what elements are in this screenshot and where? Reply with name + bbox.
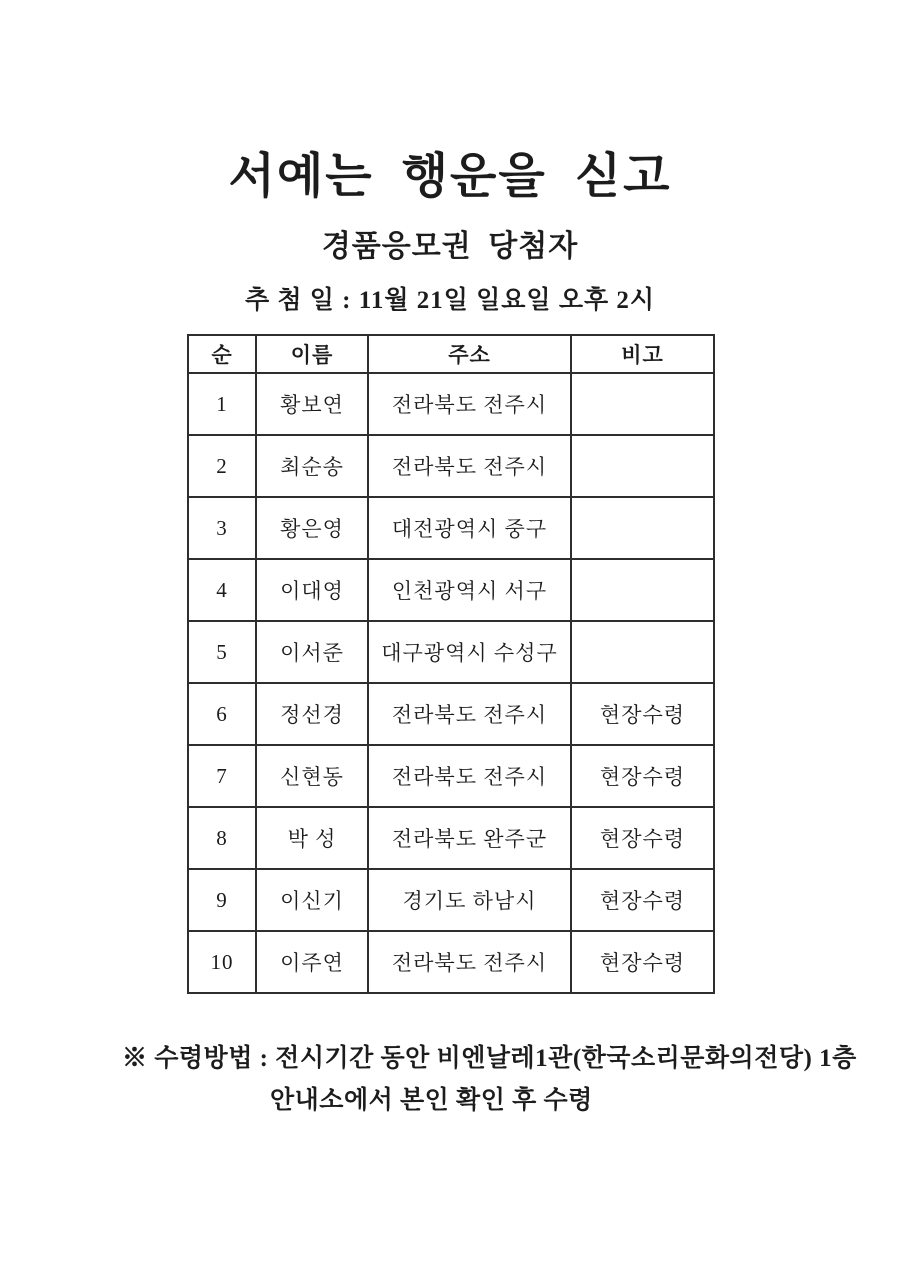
table-row <box>188 807 714 869</box>
rank-cell: 3 <box>188 497 256 559</box>
address-cell: 경기도 하남시 <box>368 869 571 931</box>
table-row <box>188 497 714 559</box>
address-cell: 전라북도 전주시 <box>368 373 571 435</box>
winners-table <box>187 334 715 994</box>
rank-cell: 5 <box>188 621 256 683</box>
rank-cell: 1 <box>188 373 256 435</box>
note-cell: 현장수령 <box>571 807 714 869</box>
page-title: 서예는 행운을 싣고 <box>228 150 672 203</box>
name-cell: 정선경 <box>256 683 368 745</box>
name-cell: 이대영 <box>256 559 368 621</box>
note-cell: 현장수령 <box>571 683 714 745</box>
address-cell: 대구광역시 수성구 <box>368 621 571 683</box>
rank-cell: 6 <box>188 683 256 745</box>
rank-cell: 7 <box>188 745 256 807</box>
table-row <box>188 373 714 435</box>
name-cell: 황보연 <box>256 373 368 435</box>
rank-cell: 4 <box>188 559 256 621</box>
address-cell: 전라북도 전주시 <box>368 745 571 807</box>
note-cell <box>571 435 714 497</box>
header-note: 비고 <box>571 335 714 373</box>
footnote <box>0 1042 900 1118</box>
rank-cell: 10 <box>188 931 256 993</box>
note-cell <box>571 373 714 435</box>
note-cell: 현장수령 <box>571 869 714 931</box>
note-cell <box>571 621 714 683</box>
name-cell: 이주연 <box>256 931 368 993</box>
address-cell: 전라북도 전주시 <box>368 931 571 993</box>
address-cell: 대전광역시 중구 <box>368 497 571 559</box>
note-cell: 현장수령 <box>571 931 714 993</box>
table-row <box>188 931 714 993</box>
footnote-line-2: 안내소에서 본인 확인 후 수령 <box>270 1087 593 1114</box>
header-rank: 순 <box>188 335 256 373</box>
winners-table-body <box>188 373 714 993</box>
table-row <box>188 621 714 683</box>
name-cell: 이서준 <box>256 621 368 683</box>
header-name: 이름 <box>256 335 368 373</box>
name-cell: 신현동 <box>256 745 368 807</box>
address-cell: 전라북도 완주군 <box>368 807 571 869</box>
note-cell <box>571 559 714 621</box>
header-row <box>188 335 714 373</box>
rank-cell: 8 <box>188 807 256 869</box>
rank-cell: 2 <box>188 435 256 497</box>
table-row <box>188 745 714 807</box>
name-cell: 황은영 <box>256 497 368 559</box>
footnote-line-1: ※ 수령방법 : 전시기간 동안 비엔날레1관(한국소리문화의전당) 1층 <box>122 1045 857 1072</box>
note-cell: 현장수령 <box>571 745 714 807</box>
page-subtitle: 경품응모권 당첨자 <box>321 230 579 263</box>
name-cell: 최순송 <box>256 435 368 497</box>
address-cell: 전라북도 전주시 <box>368 435 571 497</box>
name-cell: 박 성 <box>256 807 368 869</box>
note-cell <box>571 497 714 559</box>
rank-cell: 9 <box>188 869 256 931</box>
address-cell: 전라북도 전주시 <box>368 683 571 745</box>
table-row <box>188 869 714 931</box>
address-cell: 인천광역시 서구 <box>368 559 571 621</box>
table-row <box>188 683 714 745</box>
table-row <box>188 435 714 497</box>
header-address: 주소 <box>368 335 571 373</box>
name-cell: 이신기 <box>256 869 368 931</box>
table-row <box>188 559 714 621</box>
winners-table-header <box>188 335 714 373</box>
draw-date-line: 추 첨 일 : 11월 21일 일요일 오후 2시 <box>244 287 656 314</box>
